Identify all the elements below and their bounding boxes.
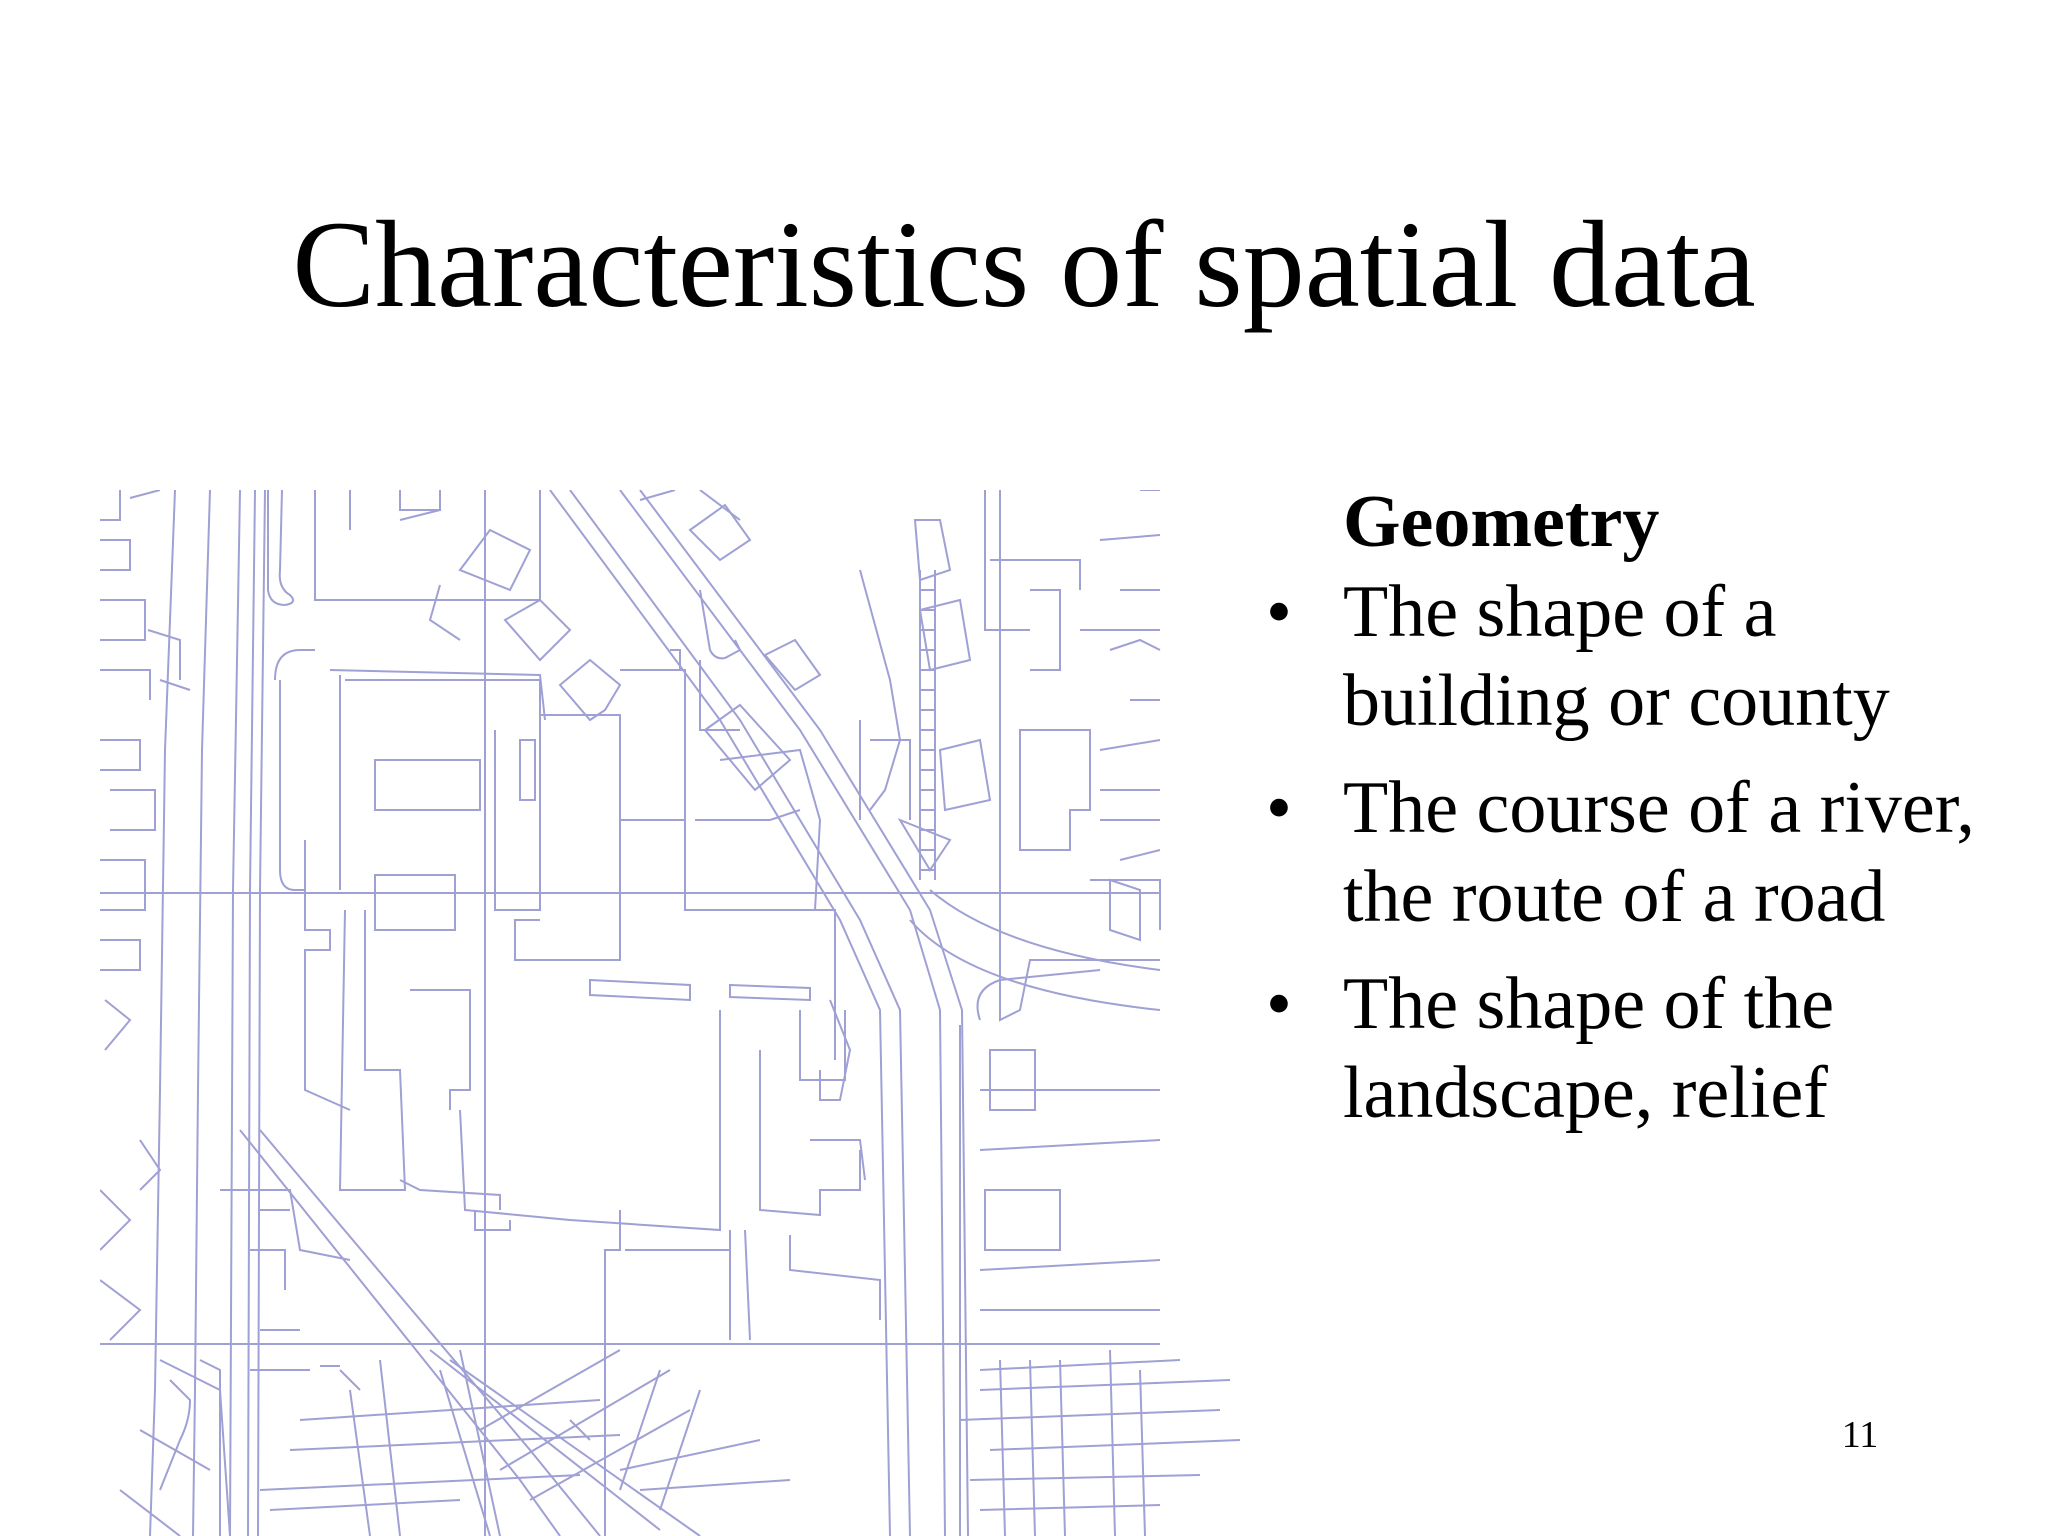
map-building [590,980,690,1000]
bullet-line: The shape of a [1343,571,1777,653]
geometry-heading: Geometry [1343,481,1660,563]
map-building [1110,640,1160,700]
map-building [375,875,455,930]
map-building [1020,730,1090,850]
page-number: 11 [1841,1414,1879,1456]
map-road-edge [258,490,265,1536]
map-building [505,600,570,660]
map-building [1110,880,1140,940]
map-kerb [275,650,315,890]
map-building [1080,490,1160,630]
map-building [605,1210,620,1536]
map-road-edge [640,490,968,1536]
map-building [900,820,950,870]
geometry-text-panel [1260,478,2040,1138]
map-building [410,990,470,1110]
map-building [460,530,530,590]
map-building [695,810,800,820]
map-road-edge [570,490,910,1536]
map-building [685,820,835,1060]
map-building [625,1250,730,1340]
map-road-edge [860,570,900,810]
map-building [980,1090,1160,1250]
map-road-edge [248,490,255,1536]
map-building [990,1050,1035,1110]
list-item [1260,568,2040,746]
list-item [1260,764,2040,942]
map-building [1100,740,1160,750]
map-road-edge [930,890,1160,970]
map-building [1030,590,1060,670]
map-building [315,490,540,600]
map-building [350,490,440,530]
map-building [860,720,910,820]
map-street-lines [430,1350,700,1536]
bullet-line: the route of a road [1343,856,1886,938]
bullet-line: landscape, relief [1343,1052,1828,1134]
map-building [1100,790,1160,820]
map-building [730,985,810,1000]
cadastral-map-figure [100,490,1260,1536]
map-kerb [268,490,293,605]
map-building [375,760,480,810]
bullet-icon: • [1266,767,1292,849]
map-building [730,1230,880,1340]
bullet-icon: • [1266,963,1292,1045]
bullet-line: The shape of the [1343,963,1835,1045]
map-street-lines [620,1370,790,1510]
map-building [670,650,740,730]
map-building [620,670,685,820]
map-road-edge [230,490,240,1536]
bullet-line: building or county [1343,660,1890,742]
map-road-edge [193,490,210,1536]
map-building [765,640,820,690]
map-linework [100,490,1260,1536]
map-building [810,1140,865,1180]
list-item [1260,960,2040,1138]
bullet-icon: • [1266,571,1292,653]
map-building [940,740,990,810]
map-building [560,660,620,720]
bullet-line: The course of a river, [1343,767,1975,849]
map-building [340,910,405,1190]
map-building [1090,850,1160,930]
map-parcel [100,490,155,1050]
map-building [330,670,545,890]
map-building [990,560,1080,590]
map-road-edge [150,490,175,1536]
map-building [400,510,460,640]
map-road-edge [978,970,1101,1020]
geometry-bullet-list [1260,568,2040,1138]
map-building [690,505,750,560]
slide-title: Characteristics of spatial data [292,196,1756,333]
map-building [980,1260,1160,1310]
map-building [515,715,620,960]
map-building [520,740,535,800]
